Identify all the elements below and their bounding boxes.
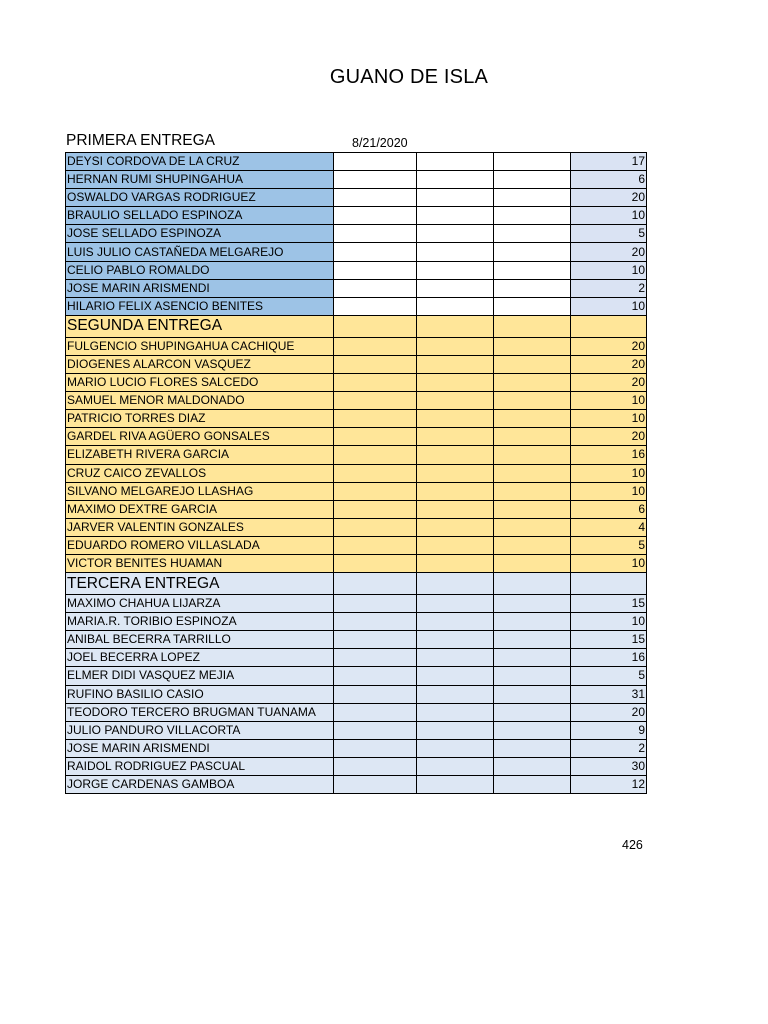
empty-cell	[334, 189, 417, 207]
recipient-name: JARVER VALENTIN GONZALES	[66, 518, 334, 536]
table-row	[66, 207, 647, 225]
empty-cell	[417, 189, 494, 207]
table-row	[66, 355, 647, 373]
empty-cell	[494, 428, 571, 446]
empty-cell	[417, 374, 494, 392]
empty-cell	[417, 392, 494, 410]
empty-cell	[417, 446, 494, 464]
empty-cell	[417, 595, 494, 613]
section-header-row	[66, 573, 647, 595]
quantity-cell: 10	[571, 410, 647, 428]
table-row	[66, 536, 647, 554]
quantity-cell: 6	[571, 171, 647, 189]
empty-cell	[334, 355, 417, 373]
table-row	[66, 739, 647, 757]
empty-cell	[334, 518, 417, 536]
recipient-name: MARIA.R. TORIBIO ESPINOZA	[66, 613, 334, 631]
recipient-name: MAXIMO DEXTRE GARCIA	[66, 500, 334, 518]
empty-cell	[494, 225, 571, 243]
table-row	[66, 153, 647, 171]
empty-cell	[494, 554, 571, 572]
empty-cell	[417, 207, 494, 225]
empty-cell	[494, 153, 571, 171]
empty-cell	[417, 500, 494, 518]
empty-cell	[494, 189, 571, 207]
recipient-name: TEODORO TERCERO BRUGMAN TUANAMA	[66, 703, 334, 721]
recipient-name: DEYSI CORDOVA DE LA CRUZ	[66, 153, 334, 171]
quantity-cell: 17	[571, 153, 647, 171]
recipient-name: PATRICIO TORRES DIAZ	[66, 410, 334, 428]
table-row	[66, 500, 647, 518]
table-row	[66, 171, 647, 189]
empty-cell	[334, 153, 417, 171]
quantity-cell: 15	[571, 631, 647, 649]
empty-cell	[334, 410, 417, 428]
section-header-primera: PRIMERA ENTREGA	[66, 132, 215, 149]
empty-cell	[494, 243, 571, 261]
empty-cell	[334, 392, 417, 410]
recipient-name: FULGENCIO SHUPINGAHUA CACHIQUE	[66, 337, 334, 355]
table-row	[66, 410, 647, 428]
empty-cell	[334, 171, 417, 189]
table-row	[66, 482, 647, 500]
section-label: TERCERA ENTREGA	[66, 573, 334, 595]
table-row	[66, 685, 647, 703]
empty-cell	[334, 776, 417, 794]
empty-cell	[417, 776, 494, 794]
empty-cell	[334, 573, 417, 595]
table-row	[66, 428, 647, 446]
recipient-name: LUIS JULIO CASTAÑEDA MELGAREJO	[66, 243, 334, 261]
empty-cell	[334, 337, 417, 355]
page-title: GUANO DE ISLA	[329, 66, 489, 88]
quantity-cell: 31	[571, 685, 647, 703]
empty-cell	[494, 613, 571, 631]
table-row	[66, 464, 647, 482]
table-row	[66, 703, 647, 721]
recipient-name: MAXIMO CHAHUA LIJARZA	[66, 595, 334, 613]
quantity-cell: 10	[571, 392, 647, 410]
empty-cell	[417, 171, 494, 189]
empty-cell	[334, 464, 417, 482]
empty-cell	[417, 757, 494, 775]
empty-cell	[494, 573, 571, 595]
empty-cell	[494, 171, 571, 189]
empty-cell	[334, 243, 417, 261]
empty-cell	[334, 297, 417, 315]
empty-cell	[334, 428, 417, 446]
quantity-cell: 2	[571, 279, 647, 297]
empty-cell	[417, 631, 494, 649]
quantity-cell: 6	[571, 500, 647, 518]
table-row	[66, 649, 647, 667]
recipient-name: HERNAN RUMI SHUPINGAHUA	[66, 171, 334, 189]
empty-cell	[334, 482, 417, 500]
empty-cell	[334, 207, 417, 225]
empty-cell	[494, 649, 571, 667]
empty-cell	[334, 739, 417, 757]
table-row	[66, 189, 647, 207]
quantity-cell: 9	[571, 721, 647, 739]
quantity-cell: 5	[571, 536, 647, 554]
empty-cell	[334, 554, 417, 572]
table-row	[66, 392, 647, 410]
empty-cell	[334, 649, 417, 667]
table-row	[66, 721, 647, 739]
empty-cell	[334, 279, 417, 297]
table-row	[66, 225, 647, 243]
section-label: SEGUNDA ENTREGA	[66, 315, 334, 337]
empty-cell	[417, 279, 494, 297]
quantity-cell: 16	[571, 649, 647, 667]
recipient-name: BRAULIO SELLADO ESPINOZA	[66, 207, 334, 225]
empty-cell	[494, 279, 571, 297]
empty-cell	[494, 355, 571, 373]
empty-cell	[334, 446, 417, 464]
empty-cell	[494, 315, 571, 337]
table-row	[66, 667, 647, 685]
empty-cell	[334, 631, 417, 649]
recipient-name: HILARIO FELIX ASENCIO BENITES	[66, 297, 334, 315]
table-row	[66, 337, 647, 355]
table-row	[66, 297, 647, 315]
empty-cell	[494, 536, 571, 554]
recipient-name: JOSE MARIN ARISMENDI	[66, 279, 334, 297]
empty-cell	[334, 536, 417, 554]
empty-cell	[417, 554, 494, 572]
quantity-cell: 10	[571, 207, 647, 225]
recipient-name: JULIO PANDURO VILLACORTA	[66, 721, 334, 739]
empty-cell	[417, 518, 494, 536]
quantity-cell: 20	[571, 337, 647, 355]
empty-cell	[417, 536, 494, 554]
empty-cell	[494, 482, 571, 500]
table-row	[66, 613, 647, 631]
grand-total: 426	[622, 838, 643, 852]
quantity-cell: 16	[571, 446, 647, 464]
empty-cell	[417, 337, 494, 355]
empty-cell	[334, 595, 417, 613]
recipient-name: SILVANO MELGAREJO LLASHAG	[66, 482, 334, 500]
quantity-cell: 30	[571, 757, 647, 775]
recipient-name: DIOGENES ALARCON VASQUEZ	[66, 355, 334, 373]
quantity-cell: 20	[571, 703, 647, 721]
empty-cell	[417, 703, 494, 721]
empty-cell	[494, 518, 571, 536]
quantity-cell: 20	[571, 355, 647, 373]
delivery-date: 8/21/2020	[352, 136, 408, 150]
empty-cell	[334, 261, 417, 279]
empty-cell	[494, 739, 571, 757]
table-row	[66, 631, 647, 649]
empty-cell	[417, 355, 494, 373]
empty-cell	[417, 428, 494, 446]
empty-cell	[417, 464, 494, 482]
empty-cell	[334, 374, 417, 392]
recipient-name: ELMER DIDI VASQUEZ MEJIA	[66, 667, 334, 685]
empty-cell	[494, 392, 571, 410]
recipient-name: EDUARDO ROMERO VILLASLADA	[66, 536, 334, 554]
empty-cell	[494, 685, 571, 703]
recipient-name: JOSE MARIN ARISMENDI	[66, 739, 334, 757]
table-row	[66, 279, 647, 297]
empty-cell	[494, 261, 571, 279]
empty-cell	[494, 337, 571, 355]
empty-cell	[417, 482, 494, 500]
table-row	[66, 374, 647, 392]
empty-cell	[417, 410, 494, 428]
table-row	[66, 446, 647, 464]
empty-cell	[494, 410, 571, 428]
empty-cell	[334, 721, 417, 739]
table-row	[66, 261, 647, 279]
quantity-cell: 20	[571, 243, 647, 261]
empty-cell	[334, 667, 417, 685]
empty-cell	[494, 595, 571, 613]
quantity-cell: 10	[571, 554, 647, 572]
quantity-cell: 15	[571, 595, 647, 613]
empty-cell	[494, 703, 571, 721]
delivery-table	[65, 152, 647, 794]
quantity-cell	[571, 573, 647, 595]
empty-cell	[494, 500, 571, 518]
quantity-cell: 2	[571, 739, 647, 757]
empty-cell	[494, 297, 571, 315]
empty-cell	[417, 297, 494, 315]
empty-cell	[417, 261, 494, 279]
empty-cell	[494, 464, 571, 482]
table-row	[66, 595, 647, 613]
quantity-cell: 20	[571, 189, 647, 207]
empty-cell	[334, 685, 417, 703]
empty-cell	[334, 613, 417, 631]
empty-cell	[417, 243, 494, 261]
empty-cell	[334, 500, 417, 518]
empty-cell	[417, 649, 494, 667]
recipient-name: JOEL BECERRA LOPEZ	[66, 649, 334, 667]
quantity-cell: 5	[571, 225, 647, 243]
empty-cell	[417, 667, 494, 685]
quantity-cell: 4	[571, 518, 647, 536]
recipient-name: CELIO PABLO ROMALDO	[66, 261, 334, 279]
empty-cell	[494, 207, 571, 225]
recipient-name: MARIO LUCIO FLORES SALCEDO	[66, 374, 334, 392]
empty-cell	[417, 721, 494, 739]
quantity-cell: 10	[571, 464, 647, 482]
recipient-name: VICTOR BENITES HUAMAN	[66, 554, 334, 572]
quantity-cell: 10	[571, 482, 647, 500]
empty-cell	[334, 225, 417, 243]
recipient-name: ANIBAL BECERRA TARRILLO	[66, 631, 334, 649]
empty-cell	[334, 703, 417, 721]
empty-cell	[417, 315, 494, 337]
quantity-cell: 12	[571, 776, 647, 794]
quantity-cell: 10	[571, 261, 647, 279]
recipient-name: CRUZ CAICO ZEVALLOS	[66, 464, 334, 482]
empty-cell	[417, 739, 494, 757]
empty-cell	[417, 613, 494, 631]
empty-cell	[334, 757, 417, 775]
empty-cell	[417, 153, 494, 171]
empty-cell	[494, 631, 571, 649]
empty-cell	[494, 667, 571, 685]
table-row	[66, 776, 647, 794]
quantity-cell: 10	[571, 613, 647, 631]
empty-cell	[417, 685, 494, 703]
table-row	[66, 243, 647, 261]
quantity-cell: 5	[571, 667, 647, 685]
recipient-name: JOSE SELLADO ESPINOZA	[66, 225, 334, 243]
quantity-cell: 20	[571, 374, 647, 392]
empty-cell	[417, 225, 494, 243]
section-header-row	[66, 315, 647, 337]
recipient-name: JORGE CARDENAS GAMBOA	[66, 776, 334, 794]
table-row	[66, 554, 647, 572]
recipient-name: RUFINO BASILIO CASIO	[66, 685, 334, 703]
table-row	[66, 518, 647, 536]
quantity-cell: 20	[571, 428, 647, 446]
empty-cell	[494, 721, 571, 739]
empty-cell	[494, 757, 571, 775]
empty-cell	[494, 446, 571, 464]
empty-cell	[417, 573, 494, 595]
recipient-name: GARDEL RIVA AGÜERO GONSALES	[66, 428, 334, 446]
recipient-name: RAIDOL RODRIGUEZ PASCUAL	[66, 757, 334, 775]
recipient-name: SAMUEL MENOR MALDONADO	[66, 392, 334, 410]
quantity-cell	[571, 315, 647, 337]
recipient-name: OSWALDO VARGAS RODRIGUEZ	[66, 189, 334, 207]
recipient-name: ELIZABETH RIVERA GARCIA	[66, 446, 334, 464]
quantity-cell: 10	[571, 297, 647, 315]
empty-cell	[494, 776, 571, 794]
empty-cell	[494, 374, 571, 392]
table-row	[66, 757, 647, 775]
empty-cell	[334, 315, 417, 337]
